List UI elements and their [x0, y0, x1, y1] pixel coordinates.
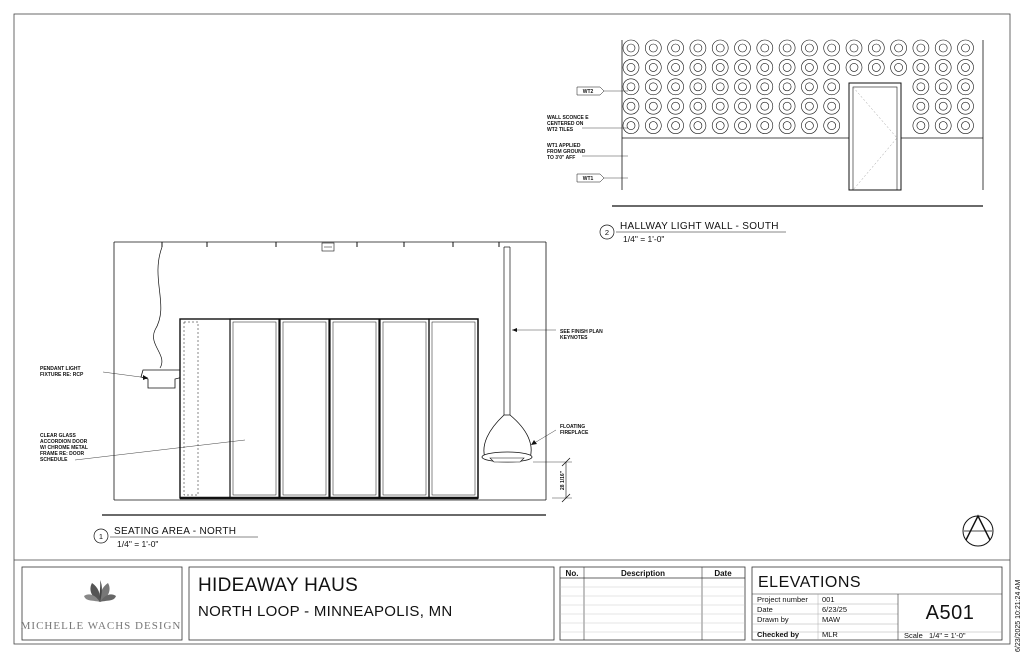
wt2-tile [801, 98, 817, 114]
flower-logo-icon [84, 580, 116, 602]
wt2-tile [761, 122, 769, 130]
wt2-tile [623, 40, 639, 56]
wt2-tile [623, 118, 639, 134]
wt2-tile [779, 118, 795, 134]
wt2-tile [645, 118, 661, 134]
view-title-2 [600, 221, 786, 244]
wt2-tile [958, 40, 974, 56]
wt2-tile [690, 118, 706, 134]
wt2-tile [962, 44, 970, 52]
sheet-info [752, 567, 1002, 640]
wt2-tile [645, 59, 661, 75]
wt2-tile [712, 59, 728, 75]
wt2-tile [850, 63, 858, 71]
wt2-tile [801, 40, 817, 56]
field-project-number-value: 001 [822, 595, 835, 604]
wt2-tile [872, 63, 880, 71]
floating-fireplace [484, 415, 531, 458]
sheet-number: A501 [925, 602, 975, 624]
wt2-tile [895, 44, 903, 52]
wt2-tile [801, 59, 817, 75]
view-title-1-text: SEATING AREA - NORTH [114, 526, 237, 537]
rev-header-no: No. [565, 569, 579, 578]
wt2-tile [623, 59, 639, 75]
wt2-tile [623, 79, 639, 95]
note-pendant-light: PENDANT LIGHT FIXTURE RE: RCP [40, 366, 84, 378]
wt2-tile [824, 79, 840, 95]
wt2-tile [672, 83, 680, 91]
revision-table [560, 567, 745, 640]
wt2-tile [694, 44, 702, 52]
tag-wt1-label: WT1 [582, 176, 594, 182]
project-location: NORTH LOOP - MINNEAPOLIS, MN [198, 603, 453, 620]
rev-header-description: Description [620, 569, 666, 578]
wt2-tile [939, 63, 947, 71]
wt2-tile [779, 79, 795, 95]
note-floating-fireplace: FLOATING FIREPLACE [560, 424, 589, 436]
wt2-tile [712, 118, 728, 134]
wt2-tile [868, 40, 884, 56]
hallway-door [849, 83, 901, 190]
wt2-tile [828, 44, 836, 52]
note-finish-plan: SEE FINISH PLAN KEYNOTES [560, 329, 603, 341]
field-date-label: Date [757, 605, 773, 614]
wt2-tile [828, 102, 836, 110]
wt2-tile [935, 118, 951, 134]
wt2-tile [712, 40, 728, 56]
wt2-tile [824, 98, 840, 114]
wt2-tile [939, 44, 947, 52]
wt2-tile [716, 83, 724, 91]
wt2-tile [739, 44, 747, 52]
logo-text: MICHELLE WACHS DESIGN [20, 620, 182, 632]
wt2-tile [649, 122, 657, 130]
wt2-tile [761, 102, 769, 110]
wt2-tile [824, 59, 840, 75]
wt2-tile [917, 102, 925, 110]
wt2-tile [672, 122, 680, 130]
wt2-tile [668, 118, 684, 134]
scale-value: 1/4" = 1'-0" [929, 631, 966, 640]
wt2-tile [913, 98, 929, 114]
wt2-tile [805, 83, 813, 91]
wt2-tile [805, 102, 813, 110]
wt2-tile [828, 83, 836, 91]
wt2-tile [623, 98, 639, 114]
wt2-tile [694, 83, 702, 91]
wt2-tile [783, 44, 791, 52]
wt2-tile [735, 118, 751, 134]
wt2-tile [694, 122, 702, 130]
wt2-tile [761, 63, 769, 71]
wt2-tile [645, 79, 661, 95]
wt2-tile [801, 118, 817, 134]
wt2-tile [891, 40, 907, 56]
wt2-tile [627, 44, 635, 52]
wt2-tile [935, 40, 951, 56]
wt2-tile [958, 98, 974, 114]
wt2-tile [917, 122, 925, 130]
field-drawn-by-value: MAW [822, 615, 841, 624]
wt2-tile [779, 98, 795, 114]
wt2-tile [668, 40, 684, 56]
dimension-text: 28 1/16" [560, 470, 566, 490]
wt2-tile [757, 118, 773, 134]
wt2-tile [846, 40, 862, 56]
field-project-number-label: Project number [757, 595, 808, 604]
wt2-tile [757, 98, 773, 114]
wt2-tile [649, 83, 657, 91]
wt2-tile [739, 122, 747, 130]
wt2-tile [935, 79, 951, 95]
view-number-2: 2 [604, 228, 610, 237]
view-title-2-text: HALLWAY LIGHT WALL - SOUTH [620, 221, 779, 232]
wt2-tile [783, 122, 791, 130]
wt2-tile [913, 59, 929, 75]
wt2-tile [913, 79, 929, 95]
wt2-tile [962, 102, 970, 110]
wt2-tile [757, 79, 773, 95]
wt2-tile [690, 59, 706, 75]
wt2-tile [935, 59, 951, 75]
wt2-tile [668, 59, 684, 75]
tag-wt2-label: WT2 [582, 89, 594, 95]
wt2-tile [649, 102, 657, 110]
wt2-tile [649, 63, 657, 71]
tag-wt1 [577, 174, 628, 182]
wt2-tile [913, 118, 929, 134]
wt2-tile [779, 59, 795, 75]
wt2-tile [828, 63, 836, 71]
wt2-tile [783, 63, 791, 71]
wt2-tile [805, 122, 813, 130]
wt2-tile [627, 122, 635, 130]
wt2-tile [824, 40, 840, 56]
wt2-tile [958, 79, 974, 95]
wt2-tile [939, 102, 947, 110]
wt2-tile [694, 63, 702, 71]
wt2-tile [868, 59, 884, 75]
wt2-tile [627, 83, 635, 91]
field-drawn-by-label: Drawn by [757, 615, 789, 624]
wt2-tile [712, 98, 728, 114]
wt2-tile [958, 59, 974, 75]
wt2-tile [783, 83, 791, 91]
note-accordion-door: CLEAR GLASS ACCORDION DOOR W/ CHROME METAL FRAME RE: DOOR SCHEDULE [40, 433, 88, 463]
wt2-tile [716, 63, 724, 71]
view-number-1: 1 [98, 532, 104, 541]
wt2-tile [939, 122, 947, 130]
wt2-tile [668, 98, 684, 114]
wt2-tile [962, 63, 970, 71]
wt2-tile [779, 40, 795, 56]
field-checked-by-label: Checked by [757, 630, 800, 639]
wt2-tile [939, 83, 947, 91]
wt2-tile [672, 44, 680, 52]
elevation-seating-area [40, 242, 604, 549]
wt2-tile [801, 79, 817, 95]
wt2-tile [846, 59, 862, 75]
view-scale-2: 1/4" = 1'-0" [623, 234, 665, 244]
tag-wt2 [577, 87, 628, 95]
wt2-tile [716, 102, 724, 110]
wt2-tile [694, 102, 702, 110]
title-block [14, 560, 1022, 652]
wt2-tile [627, 102, 635, 110]
wt2-tile [668, 79, 684, 95]
wt2-tile-pattern [623, 40, 974, 134]
pendant-cord [153, 247, 162, 368]
wt2-tile [690, 40, 706, 56]
wt2-tile [824, 118, 840, 134]
wt2-tile [672, 63, 680, 71]
scale-label: Scale [904, 631, 923, 640]
field-checked-by-value: MLR [822, 630, 838, 639]
sheet-title: ELEVATIONS [758, 574, 862, 591]
wt2-tile [917, 83, 925, 91]
wt2-tile [783, 102, 791, 110]
wt2-tile [716, 44, 724, 52]
wt2-tile [645, 40, 661, 56]
note-wall-sconce: WALL SCONCE E CENTERED ON WT2 TILES [547, 115, 589, 133]
wt2-tile [735, 40, 751, 56]
view-title-1 [94, 526, 258, 549]
wt2-tile [712, 79, 728, 95]
wt2-tile [917, 63, 925, 71]
note-wt1-applied: WT1 APPLIED FROM GROUND TO 3'0" AFF [547, 143, 586, 161]
wt2-tile [735, 59, 751, 75]
print-timestamp: 6/23/2025 10:21:24 AM [1015, 579, 1022, 652]
wt2-tile [690, 79, 706, 95]
wt2-tile [913, 40, 929, 56]
view-scale-1: 1/4" = 1'-0" [117, 539, 159, 549]
wt2-tile [895, 63, 903, 71]
wt2-tile [757, 59, 773, 75]
wt2-tile [649, 44, 657, 52]
pendant-light [141, 370, 183, 388]
wt2-tile [917, 44, 925, 52]
wt2-tile [850, 44, 858, 52]
wt2-tile [757, 40, 773, 56]
rev-header-date: Date [714, 569, 732, 578]
wt2-tile [935, 98, 951, 114]
wt2-tile [739, 83, 747, 91]
wt2-tile [805, 63, 813, 71]
wt2-tile [672, 102, 680, 110]
wt2-tile [627, 63, 635, 71]
project-name: HIDEAWAY HAUS [198, 575, 359, 596]
wt2-tile [690, 98, 706, 114]
wt2-tile [962, 83, 970, 91]
wt2-tile [828, 122, 836, 130]
wt2-tile [761, 44, 769, 52]
wt2-tile [739, 102, 747, 110]
wt2-tile [805, 44, 813, 52]
fireplace-height-dimension [533, 458, 572, 502]
wt2-tile [872, 44, 880, 52]
north-arrow-icon [963, 516, 993, 546]
wt2-tile [735, 79, 751, 95]
wt2-tile [958, 118, 974, 134]
wt2-tile [891, 59, 907, 75]
wt2-tile [962, 122, 970, 130]
wt2-tile [735, 98, 751, 114]
field-date-value: 6/23/25 [822, 605, 848, 614]
wt2-tile [716, 122, 724, 130]
wt2-tile [761, 83, 769, 91]
wt2-tile [645, 98, 661, 114]
wt2-tile [739, 63, 747, 71]
elevation-hallway-light-wall [547, 40, 983, 244]
